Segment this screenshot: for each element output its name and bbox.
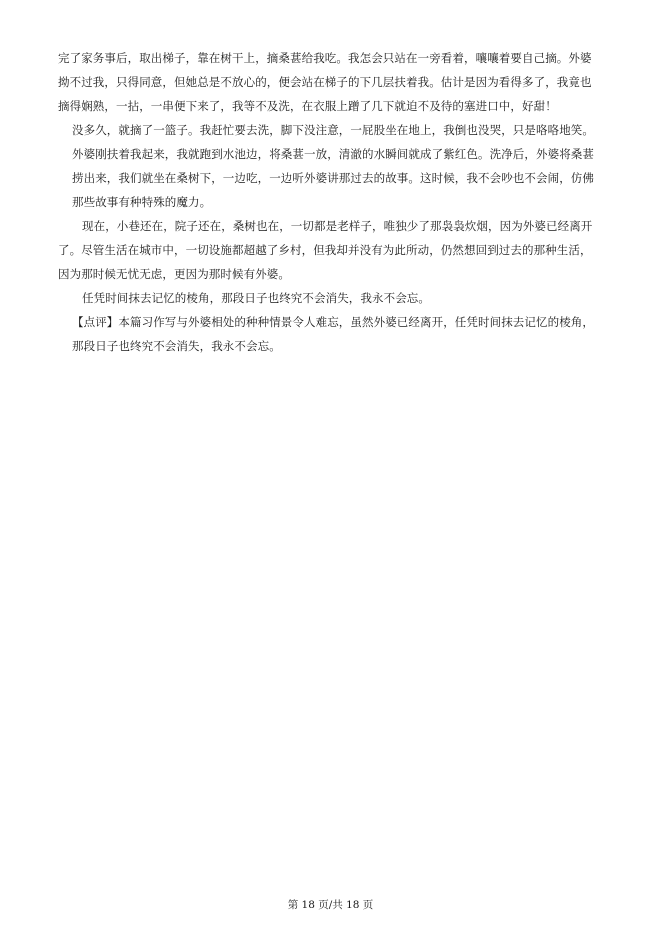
text-line: 现在，小巷还在，院子还在，桑树也在，一切都是老样子，唯独少了那袅袅炊烟，因为外婆已经离开 <box>82 219 593 233</box>
page-number-footer: 第 18 页/共 18 页 <box>287 899 374 911</box>
commentary-line: 【点评】本篇习作写与外婆相处的种种情景令人难忘，虽然外婆已经离开，任凭时间抹去记忆的棱角， <box>72 315 594 329</box>
text-line: 完了家务事后，取出梯子，靠在树干上，摘桑葚给我吃。我怎会只站在一旁看着，嚷嚷着要自己摘。外婆 <box>58 51 592 65</box>
text-line: 因为那时候无忧无虑，更因为那时候有外婆。 <box>58 267 290 281</box>
text-line: 没多久，就摘了一篮子。我赶忙要去洗，脚下没注意，一屁股坐在地上，我倒也没哭，只是咯咯地笑。 <box>72 123 594 137</box>
text-line: 那些故事有种特殊的魔力。 <box>72 195 212 209</box>
text-line: 捞出来，我们就坐在桑树下，一边吃，一边听外婆讲那过去的故事。这时候，我不会吵也不会闹，仿佛 <box>72 171 594 185</box>
text-line: 外婆刚扶着我起来，我就跑到水池边，将桑葚一放，清澈的水瞬间就成了紫红色。洗净后，外婆将桑葚 <box>72 147 594 161</box>
text-line: 了。尽管生活在城市中，一切设施都超越了乡村，但我却并没有为此所动，仍然想回到过去的那种生活， <box>58 243 592 257</box>
text-line: 摘得娴熟，一拈，一串便下来了，我等不及洗，在衣服上蹭了几下就迫不及待的塞进口中，好甜！ <box>58 99 557 113</box>
text-line: 拗不过我，只得同意，但她总是不放心的，便会站在梯子的下几层扶着我。估计是因为看得多了，我竟也 <box>58 75 592 89</box>
commentary-line: 那段日子也终究不会消失，我永不会忘。 <box>72 339 281 353</box>
text-line: 任凭时间抹去记忆的棱角，那段日子也终究不会消失，我永不会忘。 <box>82 291 430 305</box>
